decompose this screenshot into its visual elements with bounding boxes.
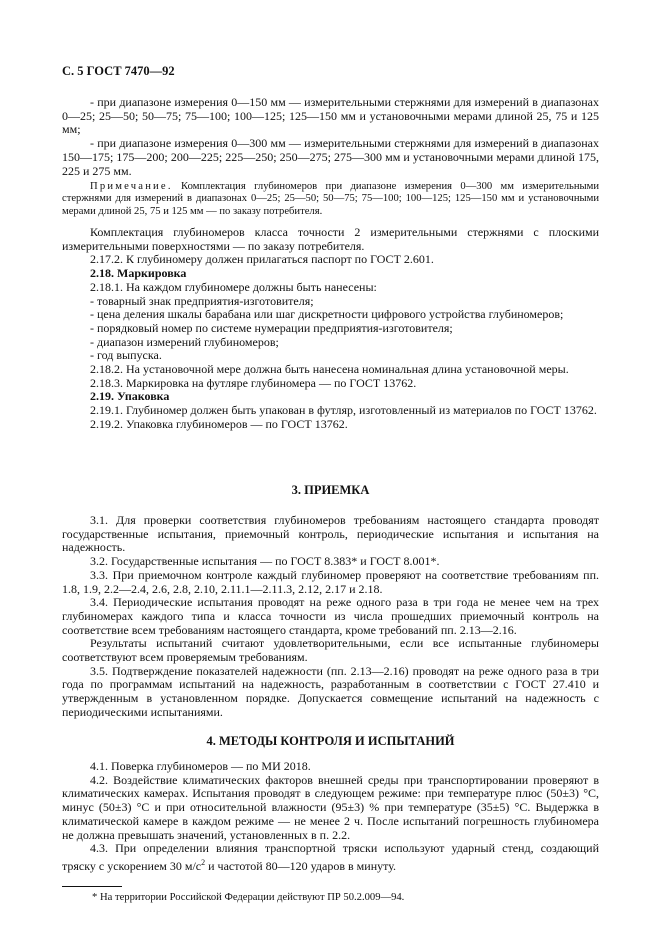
list-item: - цена деления шкалы барабана или шаг дискретности цифрового устройства глубиномеров; bbox=[90, 307, 564, 322]
paragraph-text: 4.3. При определении влияния транспортной тряски используют ударный стенд, создающий тряску с ускорением 30 м/с bbox=[62, 841, 599, 873]
section-4-heading-wrap bbox=[62, 735, 599, 749]
paragraph: 2.18.3. Маркировка на футляре глубиномера — по ГОСТ 13762. bbox=[90, 375, 417, 390]
paragraph: 3.2. Государственные испытания — по ГОСТ 8.383* и ГОСТ 8.001*. bbox=[90, 554, 440, 569]
list-item: - порядковый номер по системе нумерации предприятия-изготовителя; bbox=[90, 320, 453, 335]
note-block bbox=[62, 181, 599, 218]
list-item: - диапазон измерений глубиномеров; bbox=[90, 334, 279, 349]
paragraph: 2.17.2. К глубиномеру должен прилагаться паспорт по ГОСТ 2.601. bbox=[90, 252, 434, 267]
subsection-heading: 2.18. Маркировка bbox=[90, 266, 187, 281]
section-2-block bbox=[62, 226, 599, 432]
section-4-block bbox=[62, 760, 599, 874]
paragraph-text: и частотой 80—120 ударов в минуту. bbox=[205, 858, 396, 873]
section-3-heading-wrap bbox=[62, 484, 599, 498]
note-text: Комплектация глубиномеров при диапазоне измерения 0—300 мм измерительными стержнями для измерений в диапазонах 0—25; 25—50; 50—75; 75—100; 100—125; 125—150 мм и установочными мерами длиной 25, 75 и 125 мм — по заказу потребителя. bbox=[62, 181, 599, 217]
paragraph: Комплектация глубиномеров класса точности 2 измерительными стержнями с плоскими измерительными поверхностями — по заказу потребителя. bbox=[62, 225, 599, 253]
list-item: - год выпуска. bbox=[90, 348, 162, 363]
list-item: - при диапазоне измерения 0—300 мм — измерительными стержнями для измерений в диапазонах 150—175; 175—200; 200—225; 225—250; 250—275; 275—300 мм и установочными мерами длиной 175, 225 и 275 мм. bbox=[62, 136, 599, 178]
section-heading: 3. ПРИЕМКА bbox=[291, 483, 370, 497]
paragraph: 2.18.2. На установочной мере должна быть нанесена номинальная длина установочной меры. bbox=[90, 362, 569, 377]
page-header: С. 5 ГОСТ 7470—92 bbox=[62, 64, 175, 78]
paragraph bbox=[62, 842, 599, 873]
paragraph: 2.18.1. На каждом глубиномере должны быть нанесены: bbox=[90, 279, 377, 294]
paragraph: 4.2. Воздействие климатических факторов внешней среды при транспортировании проверяют в климатических камерах. Испытания проводят в следующем режиме: при температуре плюс (50±3) °С, минус (50±3) °С и при относительной влажности (95±3) % при температуре (35±5) °С. Выдержка в климатической камере в каждом режиме — не менее 2 ч. После испытаний погрешность глубиномера не должна превышать значений, установленных в п. 2.2. bbox=[62, 772, 599, 842]
paragraph: 4.1. Поверка глубиномеров — по МИ 2018. bbox=[90, 759, 311, 773]
section-3-block bbox=[62, 514, 599, 720]
paragraph: 2.19.2. Упаковка глубиномеров — по ГОСТ 13762. bbox=[90, 416, 348, 431]
note-paragraph bbox=[62, 181, 599, 218]
section-heading: 4. МЕТОДЫ КОНТРОЛЯ И ИСПЫТАНИЙ bbox=[206, 734, 455, 748]
paragraph: 2.19.1. Глубиномер должен быть упакован в футляр, изготовленный из материалов по ГОСТ 13762. bbox=[90, 403, 597, 418]
list-item: - при диапазоне измерения 0—150 мм — измерительными стержнями для измерений в диапазонах 0—25; 25—50; 50—75; 75—100; 100—125; 125—150 мм и установочными мерами длиной 25, 75 и 125 мм; bbox=[62, 95, 599, 137]
paragraph: 3.4. Периодические испытания проводят на реже одного раза в три года не менее чем на трех глубиномерах каждого типа и класса точности из числа прошедших приемочный контроль на соответствие всем требованиям настоящего стандарта, кроме требований пп. 2.13—2.16. bbox=[62, 595, 599, 637]
footnote-divider bbox=[62, 886, 122, 887]
superscript: 2 bbox=[201, 857, 206, 867]
intro-block bbox=[62, 96, 599, 178]
paragraph: Результаты испытаний считают удовлетворительными, если все испытанные глубиномеры соответствуют всем проверяемым требованиям. bbox=[62, 636, 599, 665]
subsection-heading: 2.19. Упаковка bbox=[90, 389, 170, 404]
paragraph: 3.1. Для проверки соответствия глубиномеров требованиям настоящего стандарта проводят государственные испытания, приемочный контроль, периодические испытания и испытания на надежность. bbox=[62, 513, 599, 555]
paragraph: 3.5. Подтверждение показателей надежности (пп. 2.13—2.16) проводят на реже одного раза в три года по программам испытаний на надежность, разработанным в соответствии с ГОСТ 27.410 и утвержденным в установленном порядке. Допускается совмещение испытаний на надежность с периодическими испытаниями. bbox=[62, 663, 599, 719]
note-label: Примечание. bbox=[90, 181, 173, 192]
list-item: - товарный знак предприятия-изготовителя; bbox=[90, 293, 314, 308]
paragraph: 3.3. При приемочном контроле каждый глубиномер проверяют на соответствие требованиям пп. 1.8, 1.9, 2.2—2.4, 2.6, 2.8, 2.10, 2.11.1—2.11.3, 2.12, 2.17 и 2.18. bbox=[62, 567, 599, 596]
footnote: * На территории Российской Федерации действуют ПР 50.2.009—94. bbox=[92, 892, 405, 903]
